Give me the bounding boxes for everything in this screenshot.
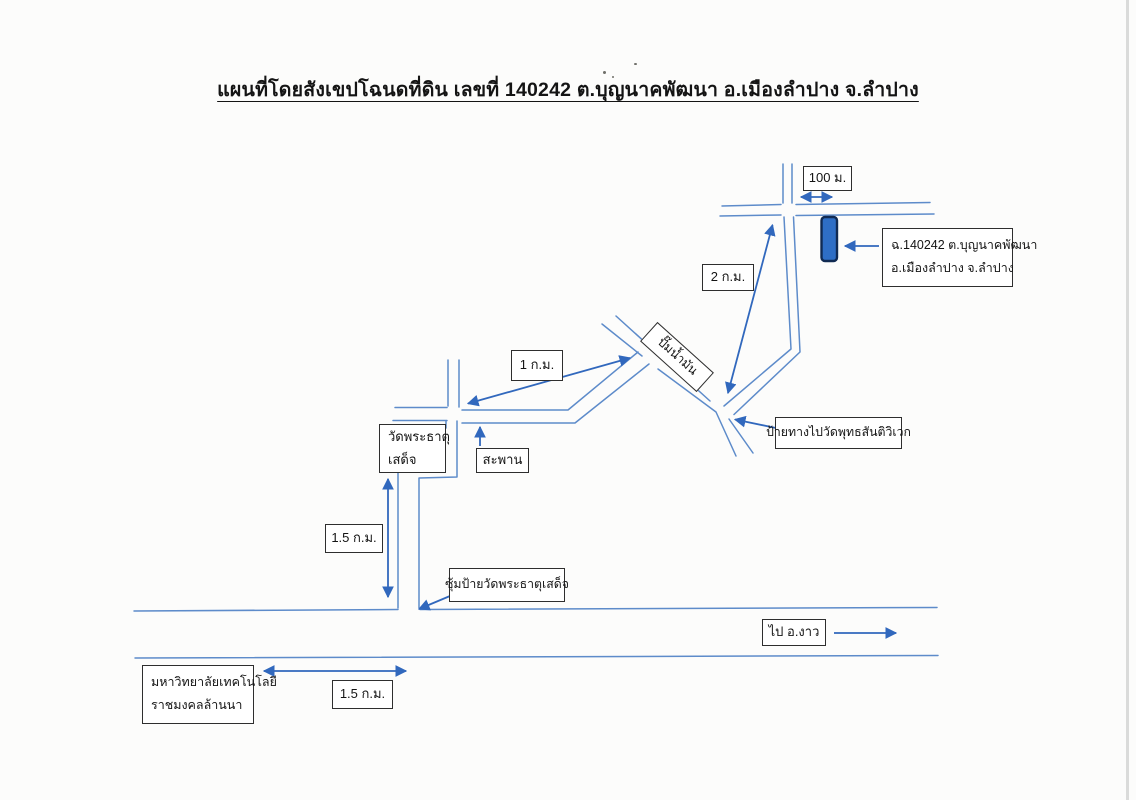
label-gas-station: ปั๊มน้ำมัน: [640, 322, 714, 392]
road-highway-top-west: [134, 610, 398, 612]
label-to-ngao: ไป อ.งาว: [762, 619, 826, 646]
label-bridge: สะพาน: [476, 448, 529, 473]
label-100m: 100 ม.: [803, 166, 852, 191]
road-topright-horizontal-top-west: [722, 205, 781, 207]
label-2km: 2 ก.ม.: [702, 264, 754, 291]
road-access-left: [724, 217, 791, 406]
page-edge-shadow: [1126, 0, 1129, 800]
road-diagonal-lower-a: [602, 324, 642, 356]
temple-line2: เสด็จ: [388, 452, 417, 467]
parcel-info-line1: ฉ.140242 ต.บุญนาคพัฒนา: [891, 238, 1038, 253]
label-1-5km-university: 1.5 ก.ม.: [332, 680, 393, 709]
road-topright-horizontal-bottom-east: [796, 214, 934, 216]
road-topright-horizontal-top-east: [796, 203, 930, 205]
label-temple: [379, 424, 450, 473]
parcel-marker: [822, 217, 838, 261]
university-line1: มหาวิทยาลัยเทคโนโลยี: [151, 675, 277, 690]
road-topright-horizontal-bottom-west: [720, 215, 781, 216]
label-university: [142, 665, 277, 724]
map-title: แผนที่โดยสังเขปโฉนดที่ดิน เลขที่ 140242 ต.บุญนาคพัฒนา อ.เมืองลำปาง จ.ลำปาง: [217, 79, 919, 101]
label-1km: 1 ก.ม.: [511, 350, 563, 381]
university-line2: ราชมงคลล้านนา: [151, 698, 243, 712]
road-highway-top-east: [420, 608, 937, 610]
arrow-gate-pointer: [419, 596, 450, 609]
road-highway-bottom: [135, 656, 938, 659]
label-temple-gate-sign: ซุ้มป้ายวัดพระธาตุเสด็จ: [449, 568, 565, 602]
label-1-5km-temple: 1.5 ก.ม.: [325, 524, 383, 553]
temple-line1: วัดพระธาตุ: [388, 428, 450, 444]
label-temple-direction-sign: ป้ายทางไปวัดพุทธสันติวิเวก: [775, 417, 902, 449]
parcel-info-line2: อ.เมืองลำปาง จ.ลำปาง: [891, 261, 1014, 275]
arrow-2km: [728, 225, 773, 393]
label-parcel-info: [882, 228, 1038, 287]
